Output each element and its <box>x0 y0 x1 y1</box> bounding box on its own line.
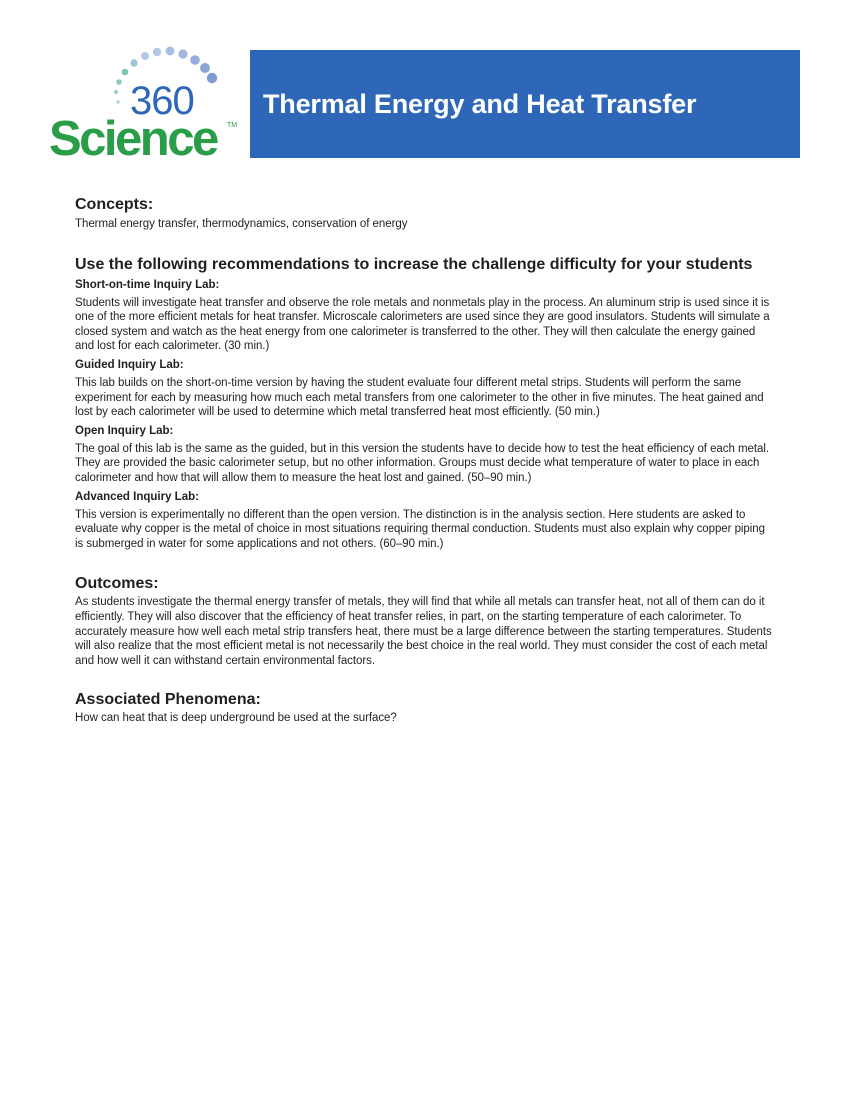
lab-open <box>75 424 775 486</box>
recommendations-heading: Use the following recommendations to increase the challenge difficulty for your students <box>75 255 753 273</box>
lab-description: This version is experimentally no different than the open version. The distinction is in the analysis section. Here students are asked to evaluate why copper is the metal of choice in most situations requiring thermal conduction. Students must also explain why copper piping is submerged in water for some applications and not others. (60–90 min.) <box>75 508 765 550</box>
lab-advanced <box>75 490 775 552</box>
logo-word: Science <box>49 112 217 164</box>
lab-description: Students will investigate heat transfer and observe the role metals and nonmetals play in the process. An aluminum strip is used since it is one of the more efficient metals for heat transfer. Microscale calorimeters are used since they are good insulators. Students will simulate a closed system and watch as the heat energy from one calorimeter is transferred to the other. They will then calculate the energy gained and lost for each calorimeter. (30 min.) <box>75 296 770 353</box>
outcomes-heading: Outcomes: <box>75 575 159 593</box>
concepts-section <box>75 196 775 232</box>
lab-title: Open Inquiry Lab: <box>75 424 174 437</box>
lab-title: Guided Inquiry Lab: <box>75 358 184 371</box>
phenomena-section <box>75 691 775 726</box>
logo-trademark: TM <box>227 122 238 129</box>
phenomena-text: How can heat that is deep underground be used at the surface? <box>75 712 397 725</box>
lab-description: This lab builds on the short-on-time version by having the student evaluate four different metal strips. Students will perform the same experiment for each by measuring how much each metal transfers from one calorimeter to the other in five minutes. The heat gained and lost by each calorimeter will be used to determine which metal transferred heat most efficiently. (50 min.) <box>75 376 764 419</box>
concepts-heading: Concepts: <box>75 196 154 213</box>
concepts-text: Thermal energy transfer, thermodynamics, conservation of energy <box>75 218 408 230</box>
document-body <box>75 196 775 726</box>
logo-number: 360 <box>130 79 194 123</box>
phenomena-heading: Associated Phenomena: <box>75 691 261 709</box>
title-banner <box>250 50 800 158</box>
lab-short-on-time <box>75 278 775 354</box>
outcomes-text: As students investigate the thermal energy transfer of metals, they will find that while all metals can transfer heat, not all of them can do it efficiently. They will also discover that the efficiency of heat transfer relies, in part, on the starting temperature of each calorimeter. To accurately measure how well each metal strip transfers heat, there must be a large difference between the starting temperatures. Students will also realize that the most efficient metal is not necessarily the best choice in the real world. They must consider the cost of each metal and how well it can withstand certain environmental factors. <box>75 596 772 667</box>
outcomes-section <box>75 575 775 668</box>
recommendations-section <box>75 256 775 552</box>
lab-title: Advanced Inquiry Lab: <box>75 490 199 503</box>
lab-title: Short-on-time Inquiry Lab: <box>75 278 220 291</box>
science-360-logo <box>46 44 246 164</box>
lab-description: The goal of this lab is the same as the guided, but in this version the students have to decide how to test the heat efficiency of each metal. They are provided the basic calorimeter setup, but no other information. Groups must decide what temperature of water to place in each calorimeter and how that will allow them to measure the heat lost and gained. (50–90 min.) <box>75 442 769 484</box>
lab-guided <box>75 358 775 420</box>
page-title: Thermal Energy and Heat Transfer <box>263 88 697 119</box>
